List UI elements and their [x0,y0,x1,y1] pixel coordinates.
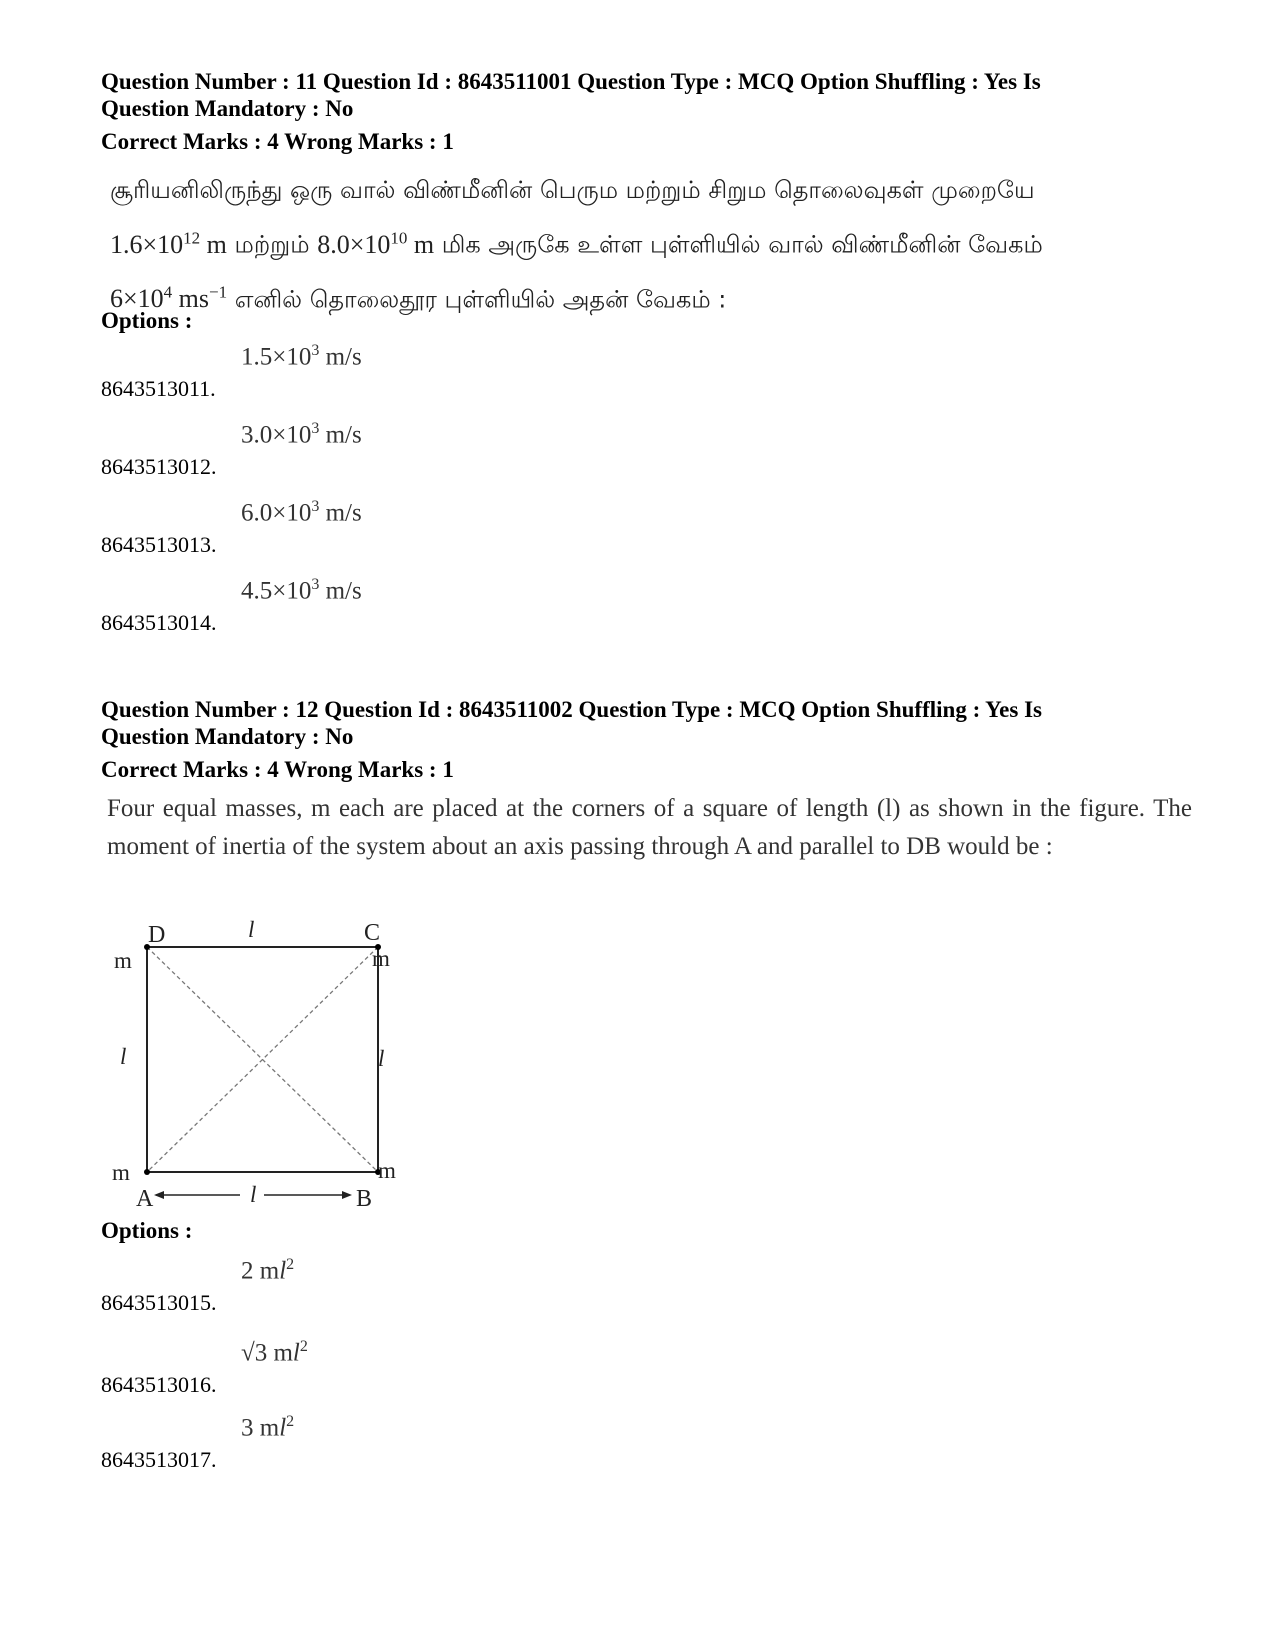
label-d: D [148,922,166,948]
q11-text-line1: சூரியனிலிருந்து ஒரு வால் விண்மீனின் பெரும மற்றும் சிறும தொலைவுகள் முறையே [110,176,1035,204]
q12-marks: Correct Marks : 4 Wrong Marks : 1 [101,757,454,782]
option-value: √3 $ml^2$ [241,1338,308,1367]
q12-question-text: Four equal masses, m each are placed at the corners of a square of length (l) as shown in the figure. The moment of inertia of the system about an axis passing through A and parallel to DB would be : [107,795,1192,860]
q11-text-line2 [110,214,1190,269]
q12-header [101,696,1141,783]
dimension-arrow-right [342,1191,352,1199]
q11-text-and: மற்றும் [226,230,318,259]
label-a: A [136,1186,154,1212]
option-value: $6.0\times 10^3$ m/s [241,498,362,527]
q11-meta-line2: Question Mandatory : No [101,96,354,121]
q11-option-2[interactable] [101,420,701,480]
q12-meta-line1: Question Number : 12 Question Id : 8643511002 Question Type : MCQ Option Shuffling : Yes Is [101,697,1042,722]
square-masses-figure [100,910,420,1230]
q11-marks: Correct Marks : 4 Wrong Marks : 1 [101,129,454,154]
option-id: 8643513011. [101,376,216,401]
option-id: 8643513014. [101,610,217,635]
q11-option-3[interactable] [101,498,701,558]
mass-label-d: m [114,948,132,973]
option-id: 8643513012. [101,454,217,479]
q11-meta-line1: Question Number : 11 Question Id : 8643511001 Question Type : MCQ Option Shuffling : Yes Is [101,69,1041,94]
mass-label-c: m [372,946,390,971]
q11-text-line2-rest: மிக அருகே உள்ள புள்ளியில் வால் விண்மீனின் வேகம் [434,230,1043,259]
q12-option-2[interactable] [101,1338,701,1398]
option-value: $4.5\times 10^3$ m/s [241,576,362,605]
option-value: 2 $ml^2$ [241,1256,295,1285]
q11-speed-unit-exp: −1 [209,282,228,302]
q11-options-label: Options : [101,308,193,333]
q11-text-line3-rest: எனில் தொலைதூர புள்ளியில் அதன் வேகம் : [227,285,727,314]
option-value: $3.0\times 10^3$ m/s [241,420,362,449]
mass-dot-a [144,1169,150,1175]
side-label-top: l [248,917,255,942]
q11-value-min-unit: m [407,229,435,259]
option-value: 3 $ml^2$ [241,1413,295,1442]
q12-meta-line2: Question Mandatory : No [101,724,354,749]
q12-options-label: Options : [101,1218,193,1243]
option-id: 8643513016. [101,1372,217,1397]
q11-option-1[interactable] [101,342,701,402]
option-value: $1.5\times 10^3$ m/s [241,342,362,371]
label-b: B [356,1186,373,1212]
q12-option-1[interactable] [101,1256,701,1316]
mass-label-a: m [112,1160,130,1185]
mass-label-b: m [378,1158,396,1183]
q11-value-min-base: 8.0×10 [317,229,391,259]
dimension-arrow-left [154,1191,164,1199]
q11-option-4[interactable] [101,576,701,636]
side-label-bottom: l [250,1182,257,1207]
side-label-left: l [120,1044,127,1069]
option-id: 8643513017. [101,1447,217,1472]
q11-value-max-base: 1.6×10 [110,229,184,259]
side-label-right: l [378,1046,385,1071]
q11-text-line3 [110,269,1190,324]
q12-option-3[interactable] [101,1413,701,1473]
q11-speed-unit: ms [172,284,210,314]
q11-header [101,68,1141,155]
q11-question-text [110,166,1190,323]
label-c: C [364,920,381,946]
q11-value-min-exp: 10 [390,228,408,247]
q11-speed-base: 6×10 [110,284,164,314]
q11-value-max-exp: 12 [183,228,201,247]
q11-speed-exp: 4 [163,282,173,302]
option-id: 8643513015. [101,1290,217,1315]
q11-value-max-unit: m [200,229,227,259]
option-id: 8643513013. [101,532,217,557]
